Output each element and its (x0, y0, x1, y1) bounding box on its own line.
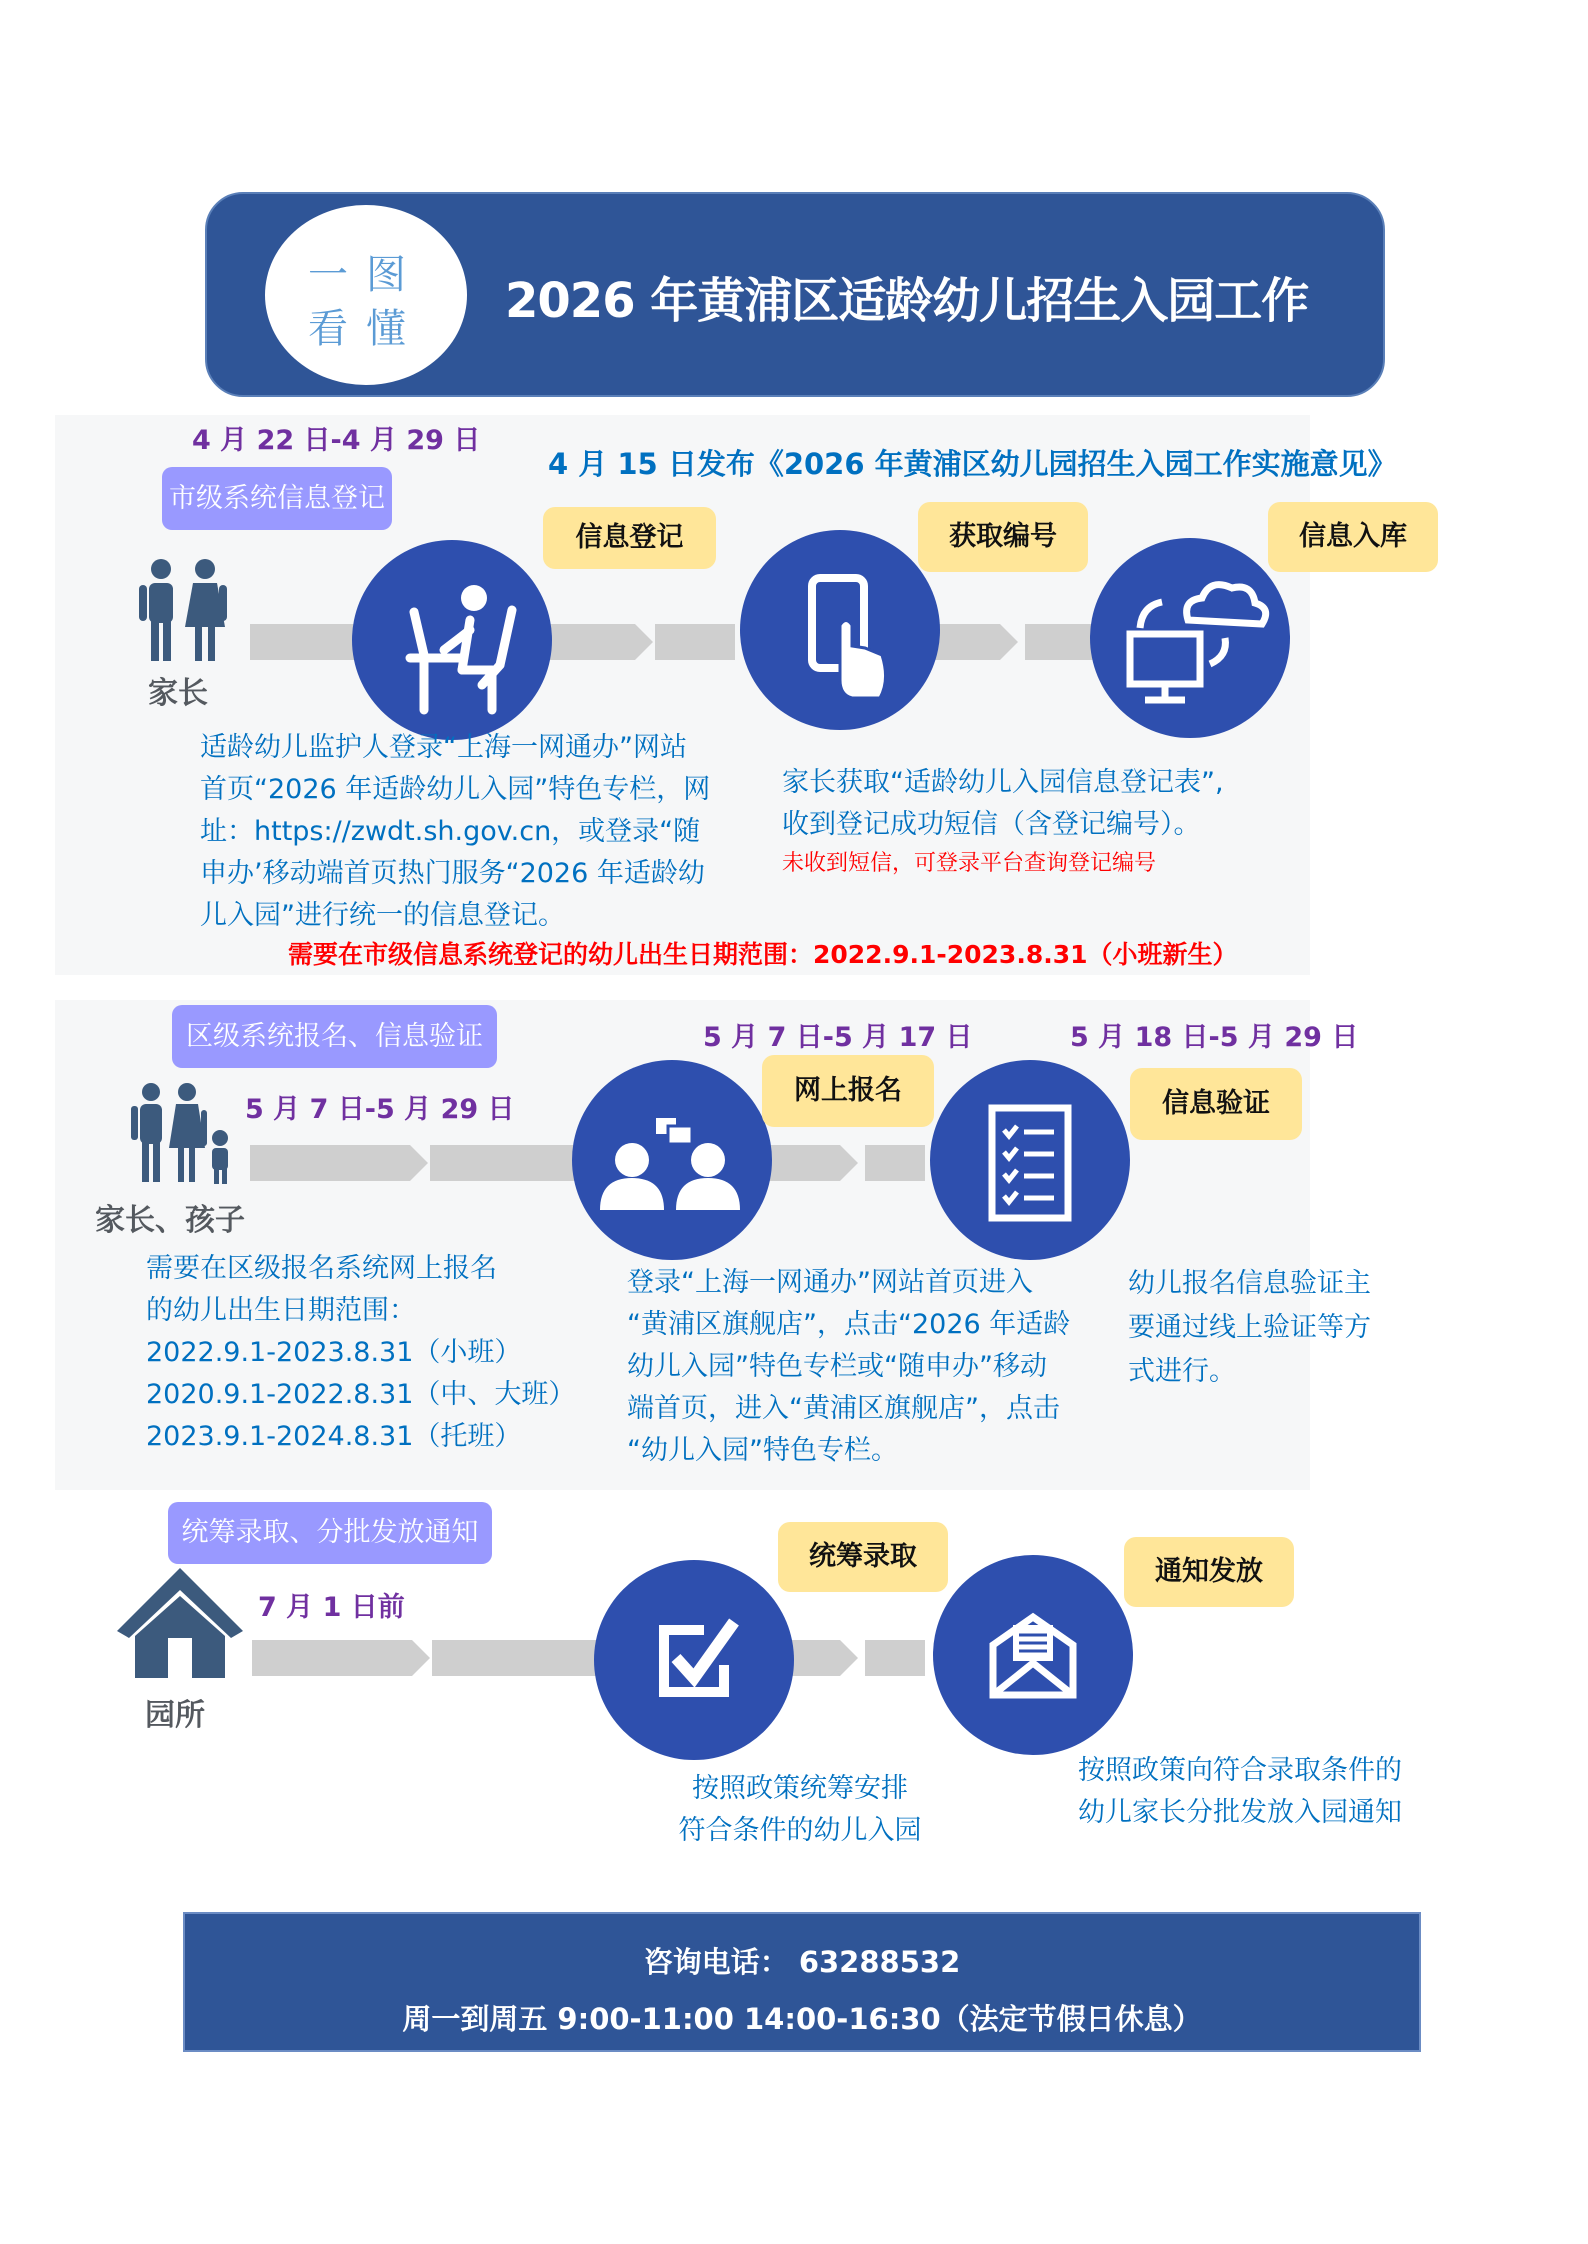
birth-range-note: 需要在市级信息系统登记的幼儿出生日期范围：2022.9.1-2023.8.31（小班新生） (288, 940, 1238, 969)
envelope-letter-icon (933, 1555, 1133, 1755)
desc-line: 登录“上海一网通办”网站首页进入 (627, 1267, 1033, 1298)
step-label-verify: 信息验证 (1130, 1068, 1302, 1140)
step-label-register: 信息登记 (543, 507, 716, 569)
desc-line: 家长获取“适龄幼儿入园信息登记表”, (782, 767, 1224, 798)
badge-line-2: 看懂 (308, 306, 424, 352)
desc-line: 儿入园”进行统一的信息登记。 (200, 900, 565, 931)
desc-line: 需要在区级报名系统网上报名 (146, 1253, 497, 1284)
desc-line: 的幼儿出生日期范围： (146, 1295, 416, 1326)
desc-line: 要通过线上验证等方 (1128, 1312, 1371, 1343)
section1-date: 4 月 22 日-4 月 29 日 (192, 425, 481, 456)
arrow-chevron (840, 1640, 858, 1676)
people-chat-icon (572, 1060, 772, 1260)
step-circle-online-signup (572, 1060, 772, 1260)
desc-line: 幼儿报名信息验证主 (1128, 1268, 1371, 1299)
step-circle-store (1090, 538, 1290, 738)
arrow-chevron (635, 624, 653, 660)
step-circle-register (352, 540, 552, 740)
step-label-get-number: 获取编号 (918, 502, 1088, 572)
desc-line: “幼儿入园”特色专栏。 (627, 1435, 898, 1466)
desc-line: “黄浦区旗舰店”，点击“2026 年适龄 (627, 1309, 1071, 1340)
timeline-arrow (760, 1145, 840, 1181)
checkbox-icon (594, 1560, 794, 1760)
desc-line: 按照政策统筹安排 (692, 1773, 908, 1804)
section3-stage-label: 统筹录取、分批发放通知 (168, 1502, 492, 1564)
page-title: 2026 年黄浦区适龄幼儿招生入园工作 (505, 273, 1309, 329)
parents-with-child-icon (125, 1080, 245, 1200)
timeline-arrow (545, 624, 635, 660)
person-at-computer-icon (352, 540, 552, 740)
desc-url-line: 址：https://zwdt.sh.gov.cn，或登录“随 (200, 816, 701, 847)
sms-warning: 未收到短信，可登录平台查询登记编号 (782, 851, 1157, 876)
step-circle-admission (594, 1560, 794, 1760)
section2-desc-right (1128, 1262, 1428, 1394)
consult-phone: 咨询电话： 63288532 (643, 1945, 961, 1979)
timeline-arrow (655, 624, 735, 660)
step-label-notice: 通知发放 (1124, 1537, 1294, 1607)
step-label-store: 信息入库 (1268, 502, 1438, 572)
section3-desc-mid (630, 1768, 970, 1852)
arrow-chevron (410, 1145, 428, 1181)
arrow-chevron (412, 1640, 430, 1676)
desc-line: 幼儿家长分批发放入园通知 (1078, 1797, 1402, 1828)
step-label-admission: 统筹录取 (778, 1522, 948, 1592)
step-date-verify: 5 月 18 日-5 月 29 日 (1070, 1022, 1359, 1053)
desc-line: 适龄幼儿监护人登录“上海一网通办”网站 (200, 732, 687, 763)
section1-stage-label: 市级系统信息登记 (162, 467, 392, 530)
arrow-chevron (1000, 624, 1018, 660)
parents-icon (133, 555, 233, 675)
step-circle-verify (930, 1060, 1130, 1260)
section2-desc-left (146, 1248, 586, 1458)
section2-role: 家长、孩子 (95, 1203, 245, 1238)
section2-stage-label: 区级系统报名、信息验证 (172, 1005, 497, 1068)
section1-role: 家长 (148, 676, 208, 711)
birth-range-nursery-class: 2023.9.1-2024.8.31（托班） (146, 1421, 522, 1452)
timeline-arrow (252, 1640, 412, 1676)
timeline-arrow (865, 1640, 925, 1676)
section3-desc-right (1078, 1750, 1438, 1834)
section3-date: 7 月 1 日前 (258, 1592, 405, 1623)
timeline-arrow (250, 624, 360, 660)
timeline-arrow (865, 1145, 925, 1181)
step-label-online-signup: 网上报名 (762, 1055, 934, 1127)
step-date-online-signup: 5 月 7 日-5 月 17 日 (703, 1022, 973, 1053)
desc-line: 首页“2026 年适龄幼儿入园”特色专栏，网 (200, 774, 711, 805)
cloud-sync-computer-icon (1090, 538, 1290, 738)
section1-desc-left (200, 727, 720, 937)
badge-line-1: 一图 (308, 252, 424, 298)
desc-line: 符合条件的幼儿入园 (678, 1815, 922, 1846)
step-circle-get-number (740, 530, 940, 730)
section1-notice: 4 月 15 日发布《2026 年黄浦区幼儿园招生入园工作实施意见》 (548, 447, 1397, 481)
desc-line: 申办’移动端首页热门服务“2026 年适龄幼 (200, 858, 705, 889)
timeline-arrow (250, 1145, 410, 1181)
office-hours: 周一到周五 9:00-11:00 14:00-16:30（法定节假日休息） (402, 2002, 1202, 2036)
desc-line: 幼儿入园”特色专栏或“随申办”移动 (627, 1351, 1047, 1382)
birth-range-small-class: 2022.9.1-2023.8.31（小班） (146, 1337, 522, 1368)
desc-line: 端首页，进入“黄浦区旗舰店”，点击 (627, 1393, 1060, 1424)
checklist-icon (930, 1060, 1130, 1260)
arrow-chevron (840, 1145, 858, 1181)
desc-line: 式进行。 (1128, 1356, 1236, 1387)
section2-desc-mid (627, 1262, 1087, 1472)
desc-line: 收到登记成功短信（含登记编号）。 (782, 809, 1201, 840)
section3-role: 园所 (145, 1698, 205, 1733)
timeline-arrow (432, 1640, 612, 1676)
section2-date: 5 月 7 日-5 月 29 日 (245, 1094, 515, 1125)
touch-phone-icon (740, 530, 940, 730)
desc-line: 按照政策向符合录取条件的 (1078, 1755, 1402, 1786)
step-circle-notice (933, 1555, 1133, 1755)
section1-desc-mid (782, 762, 1282, 882)
house-icon (113, 1566, 248, 1686)
birth-range-mid-large-class: 2020.9.1-2022.8.31（中、大班） (146, 1379, 576, 1410)
contact-footer (183, 1912, 1421, 2052)
